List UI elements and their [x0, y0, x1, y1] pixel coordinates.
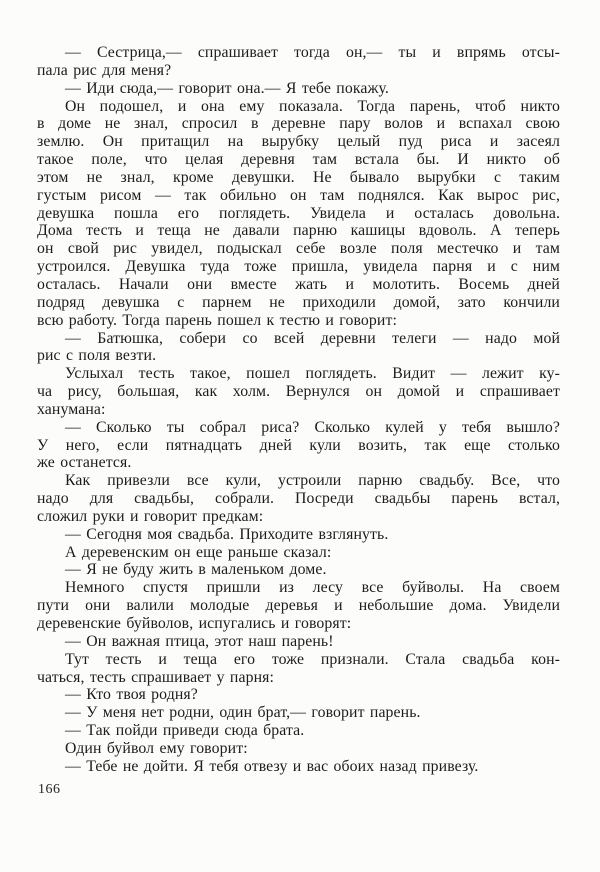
text-line: ча рису, большая, как холм. Вернулся он домой и спрашивает	[37, 383, 560, 401]
paragraph	[37, 758, 560, 776]
paragraph	[37, 330, 560, 366]
paragraph	[37, 365, 560, 419]
text-line: Услыхал тесть такое, пошел поглядеть. Видит — лежит ку-	[65, 365, 560, 383]
paragraph	[37, 633, 560, 651]
paragraph	[37, 686, 560, 704]
text-line: землю. Он притащил на вырубку целый пуд риса и засеял	[37, 133, 560, 151]
paragraph	[37, 704, 560, 722]
text-line: деревенские буйволов, испугались и говорят:	[37, 615, 352, 632]
paragraph	[37, 419, 560, 473]
text-line: — Тебе не дойти. Я тебя отвезу и вас обоих назад привезу.	[65, 757, 479, 775]
text-line: — Иди сюда,— говорит она.— Я тебе покажу.	[65, 79, 389, 97]
text-line: — Я не буду жить в маленьком доме.	[65, 561, 327, 579]
text-line: рис с поля везти.	[37, 347, 157, 365]
paragraph	[37, 722, 560, 740]
paragraph	[37, 561, 560, 579]
text-line: ханумана:	[37, 400, 106, 418]
paragraph	[37, 651, 560, 687]
paragraph	[37, 740, 560, 758]
text-line: Один буйвол ему говорит:	[65, 739, 248, 757]
text-line: пала рис для меня?	[37, 61, 172, 79]
text-line: — Сколько ты собрал риса? Сколько кулей у тебя вышло?	[65, 418, 560, 436]
text-line: — Так пойди приведи сюда брата.	[65, 722, 305, 740]
paragraph	[37, 579, 560, 633]
paragraph	[37, 44, 560, 80]
text-line: Немного спустя пришли из лесу все буйволы. На своем	[65, 579, 560, 597]
text-line: в доме не знал, спросил в деревне пару волов и вспахал свою	[37, 115, 560, 133]
paragraph	[37, 544, 560, 562]
text-line: — Он важная птица, этот наш парень!	[65, 632, 334, 650]
text-line: этом не знал, кроме девушки. Не бывало вырубки с таким	[37, 168, 560, 186]
text-line: Как привезли все кули, устроили парню свадьбу. Все, что	[65, 472, 560, 490]
text-line: девушка пошла его поглядеть. Увидела и осталась довольна.	[37, 204, 560, 222]
text-line: устроился. Девушка туда тоже пришла, увидела парня и с ним	[37, 258, 560, 276]
text-line: пути они валили молодые деревья и небольшие дома. Увидели	[37, 597, 560, 615]
text-line: Тут тесть и теща его тоже признали. Стала свадьба кон-	[65, 650, 560, 668]
text-line: Дома тесть и теща не давали парню кашицы вдоволь. А теперь	[37, 222, 560, 240]
page-number: 166	[38, 782, 61, 797]
text-line: — Сегодня моя свадьба. Приходите взглянуть.	[65, 525, 389, 543]
text-line: всю работу. Тогда парень пошел к тестю и говорит:	[37, 311, 397, 329]
text-line: Он подошел, и она ему показала. Тогда парень, чтоб никто	[65, 97, 560, 115]
text-line: густым рисом — так обильно он там поднялся. Как вырос рис,	[37, 186, 560, 204]
text-line: осталась. Начали они вместе жать и молотить. Восемь дней	[37, 275, 560, 293]
text-line: такое поле, что целая деревня там встала бы. И никто об	[37, 151, 560, 169]
text-line: — У меня нет родни, один брат,— говорит парень.	[65, 704, 421, 722]
paragraph	[37, 526, 560, 544]
text-line: надо для свадьбы, собрали. Посреди свадьбы парень встал,	[37, 490, 560, 508]
paragraph	[37, 472, 560, 526]
text-line: сложил руки и говорит предкам:	[37, 507, 264, 525]
text-line: — Сестрица,— спрашивает тогда он,— ты и впрямь отсы-	[65, 44, 560, 61]
text-line: подряд девушка с парнем не приходили домой, зато кончили	[37, 293, 560, 311]
text-line: он свой рис увидел, подыскал себе возле поля местечко и там	[37, 240, 560, 258]
text-line: — Кто твоя родня?	[65, 686, 198, 704]
text-line: У него, если пятнадцать дней кули возить, так еще столько	[37, 436, 560, 454]
paragraph	[37, 98, 560, 330]
paragraph	[37, 80, 560, 98]
text-line: А деревенским он еще раньше сказал:	[65, 543, 332, 561]
text-line: — Батюшка, собери со всей деревни телеги — надо мой	[65, 329, 560, 347]
text-line: же останется.	[37, 454, 132, 472]
text-line: чаться, тесть спрашивает у парня:	[37, 668, 275, 686]
text-block	[37, 44, 560, 776]
